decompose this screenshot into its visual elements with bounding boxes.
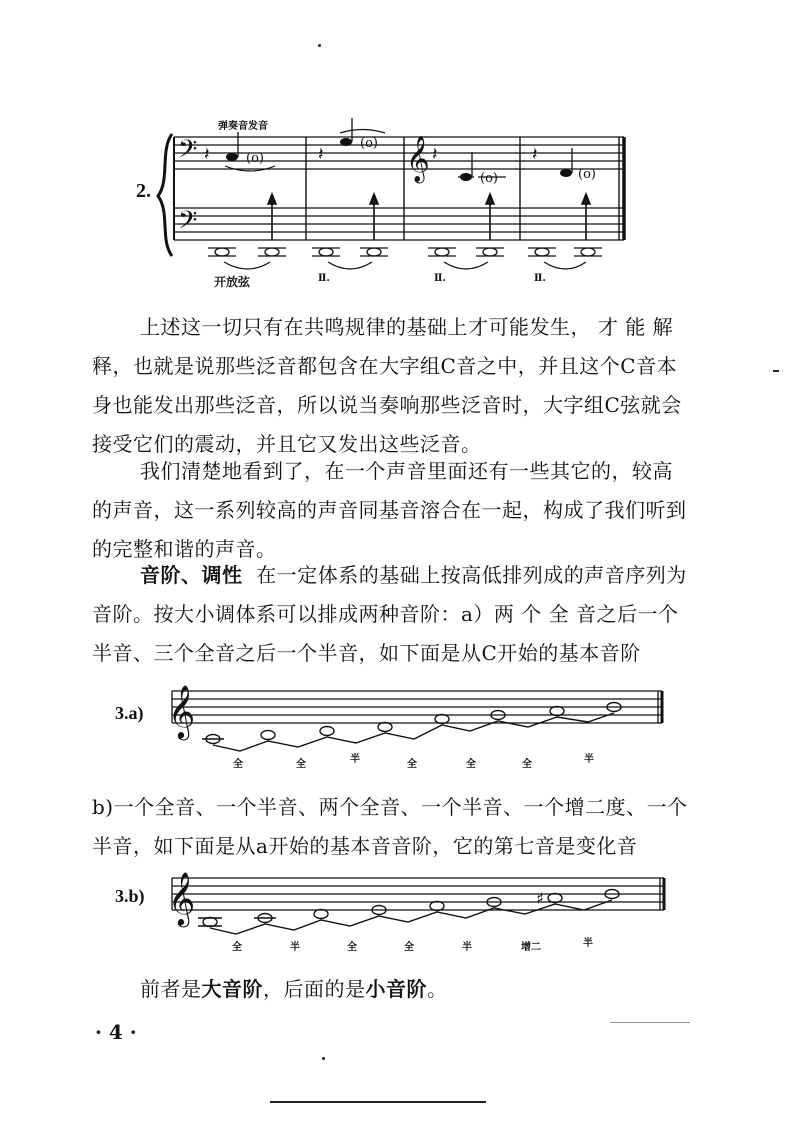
scan-rule: [610, 1022, 690, 1023]
interval-label: 全: [407, 759, 417, 770]
svg-text:♯: ♯: [536, 889, 544, 908]
page-number: · 4 ·: [95, 1020, 137, 1044]
scale-notes: [198, 889, 619, 934]
conclusion-prefix: 前者是: [140, 977, 202, 1001]
interval-label: 全: [232, 942, 242, 953]
interval-label: 全: [522, 759, 532, 770]
paragraph-resonance-text: 上述这一切只有在共鸣规律的基础上才可能发生， 才 能 解释，也就是说那些泛音都包含在大字组C音之中，并且这个C音本身也能发出那些泛音，所以说当奏响那些泛音时，大字组C弦就会接受它们的震动，并且它又发出这些泛音。: [92, 315, 682, 456]
paragraph-minor-text: b)一个全音、一个半音、两个全音、一个半音、一个增二度、一个半音，如下面是从a开始的基本音音阶，它的第七音是变化音: [92, 795, 688, 858]
paragraph-harmony-text: 我们清楚地看到了，在一个声音里面还有一些其它的，较高的声音，这一系列较高的声音同基音溶合在一起，构成了我们听到的完整和谐的声音。: [92, 459, 687, 561]
interval-label: 增二: [521, 942, 541, 953]
example-3b-label: 3.b): [115, 886, 145, 906]
treble-clef: 𝄞: [406, 136, 430, 182]
example-3a-label: 3.a): [115, 703, 144, 723]
open-string-label: 开放弦: [214, 275, 251, 289]
rest-icon: 𝄽: [432, 144, 438, 165]
mark-label: Ⅱ.: [318, 273, 330, 284]
bass-clef-upper: 𝄢: [178, 135, 198, 170]
harmonic-note: (o): [578, 167, 596, 182]
conclusion-suffix: 。: [427, 977, 448, 1001]
interval-label: 全: [404, 942, 414, 953]
interval-label: 半: [462, 942, 472, 953]
mark-label: Ⅱ.: [434, 273, 446, 284]
conclusion-middle: ，后面的是: [263, 977, 366, 1001]
rest-icon: 𝄽: [318, 144, 324, 165]
rest-icon: 𝄽: [204, 144, 210, 165]
harmonic-note: (o): [480, 171, 498, 186]
scan-rule: [270, 1101, 486, 1103]
term-minor-scale: 小音阶: [365, 977, 427, 1001]
scan-speck: [773, 370, 779, 372]
paragraph-conclusion: [92, 970, 692, 1009]
interval-label: 全: [233, 759, 243, 770]
bass-clef-lower: 𝄢: [178, 206, 198, 241]
interval-label: 半: [350, 754, 360, 765]
interval-label: 半: [290, 942, 300, 953]
example-2-annotation: 弹奏音发音: [218, 121, 268, 132]
harmonic-note: (o): [246, 151, 264, 166]
treble-clef: 𝄞: [168, 684, 196, 738]
scan-speck: [322, 1057, 325, 1060]
scan-speck: [318, 44, 321, 47]
section-heading: 音阶、调性: [140, 563, 243, 587]
example-2-label: 2.: [136, 180, 151, 202]
interval-label: 全: [466, 759, 476, 770]
interval-label: 全: [296, 759, 306, 770]
term-major-scale: 大音阶: [201, 977, 263, 1001]
paragraph-scale-text: 在一定体系的基础上按高低排列成的声音序列为音阶。按大小调体系可以排成两种音阶：a）两 个 全 音之后一个半音、三个全音之后一个半音，如下面是从C开始的基本音阶: [92, 563, 687, 665]
mark-label: Ⅱ.: [534, 273, 546, 284]
harmonic-note: (o): [360, 136, 378, 151]
interval-label: 半: [583, 938, 593, 949]
rest-icon: 𝄽: [532, 144, 538, 165]
interval-label: 半: [584, 754, 594, 765]
interval-label: 全: [347, 942, 357, 953]
treble-clef: 𝄞: [168, 871, 196, 925]
